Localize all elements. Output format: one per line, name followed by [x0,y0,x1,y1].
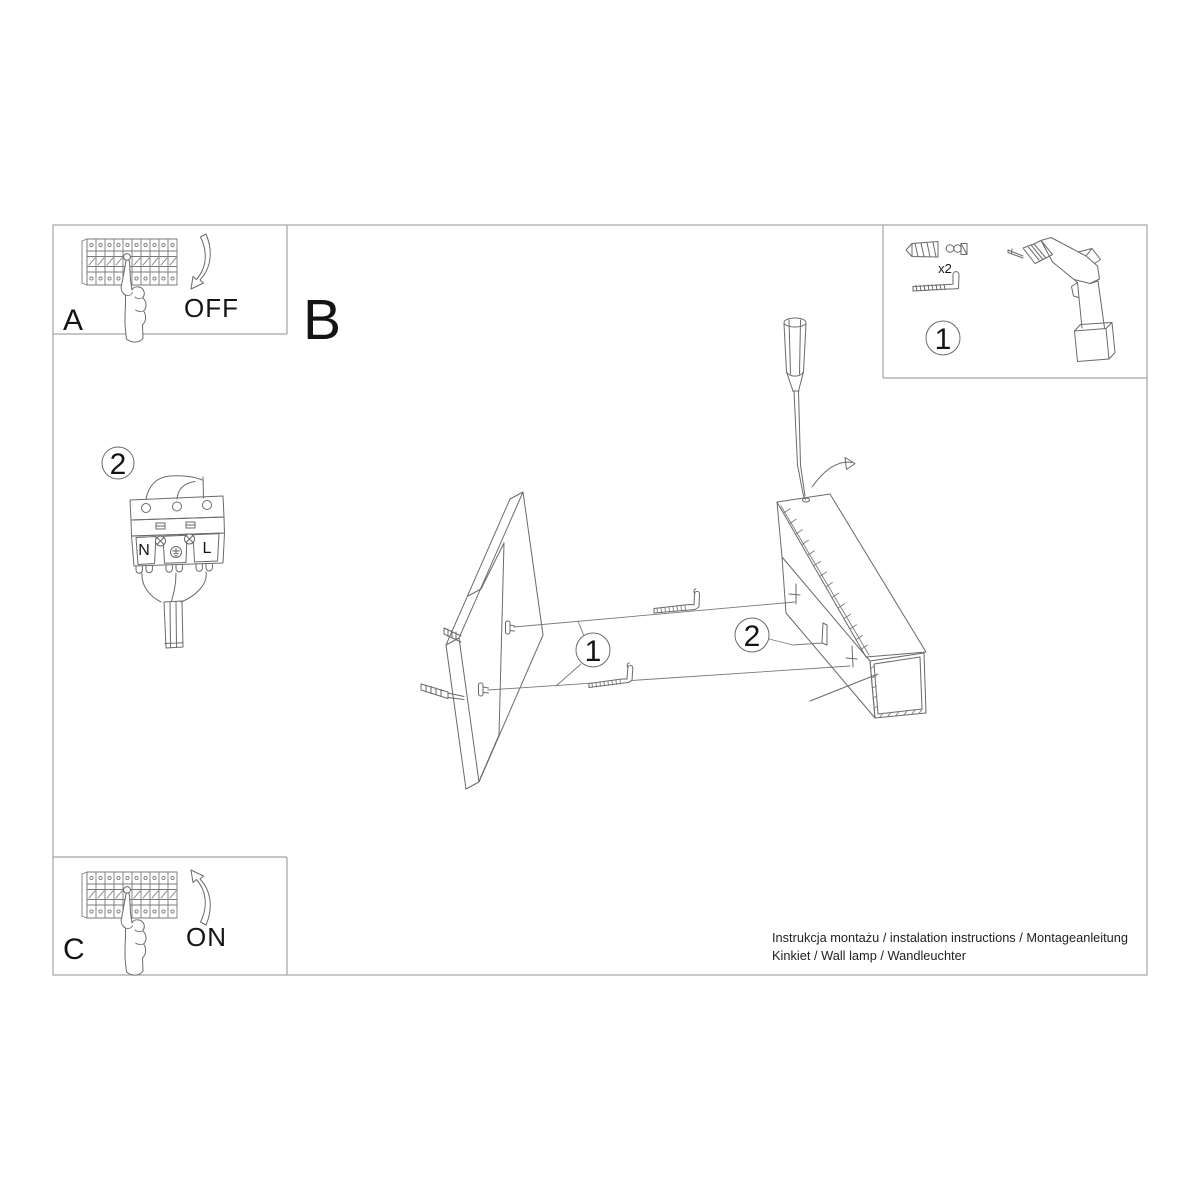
install-step2-badge [735,618,822,653]
step-c-panel [63,870,227,975]
install-step1-number: 1 [584,635,602,668]
install-step2-number: 2 [743,620,761,653]
power-off-label: OFF [184,293,239,323]
parts-step-badge: 1 [934,323,952,356]
wall-panel [446,492,543,789]
upper-hook-screw-icon [654,589,700,613]
rotate-arrow-icon [812,458,855,488]
drill-icon [1008,238,1115,362]
step-b-label: B [303,288,342,352]
footer-line1: Instrukcja montażu / instalation instructions / Montageanleitung [772,930,1128,945]
install-step1-badge [556,621,610,686]
middle-slot [822,623,827,645]
step-a-label: A [63,304,84,337]
exploded-view [421,318,926,789]
arrow-up-icon [191,870,210,925]
lamp-body [782,557,926,718]
terminal-live-label: L [202,540,212,557]
lower-alignment-line [488,666,850,690]
wiring-step-badge: 2 [109,448,127,481]
power-on-label: ON [186,922,227,952]
step-c-label: C [63,933,85,966]
outer-frame [53,225,1147,975]
terminal-block [130,476,225,648]
anchor-quantity-label: x2 [938,261,952,276]
upper-keyhole-slot [789,584,800,604]
arrow-down-icon [191,234,210,289]
footer-text [772,930,1128,963]
parts-panel [906,238,1115,362]
keyhole-screw-icons [479,621,515,696]
wall-plug-icon [906,242,967,258]
mounting-plate [777,494,926,657]
terminal-neutral-label: N [138,542,150,559]
screw-hole [803,498,810,502]
hook-screw-icon [913,272,959,291]
footer-line2: Kinkiet / Wall lamp / Wandleuchter [772,948,967,963]
lower-keyhole-slot [846,646,857,667]
wiring-detail [102,447,225,648]
screwdriver-icon [784,318,806,500]
step-a-panel [63,234,239,342]
